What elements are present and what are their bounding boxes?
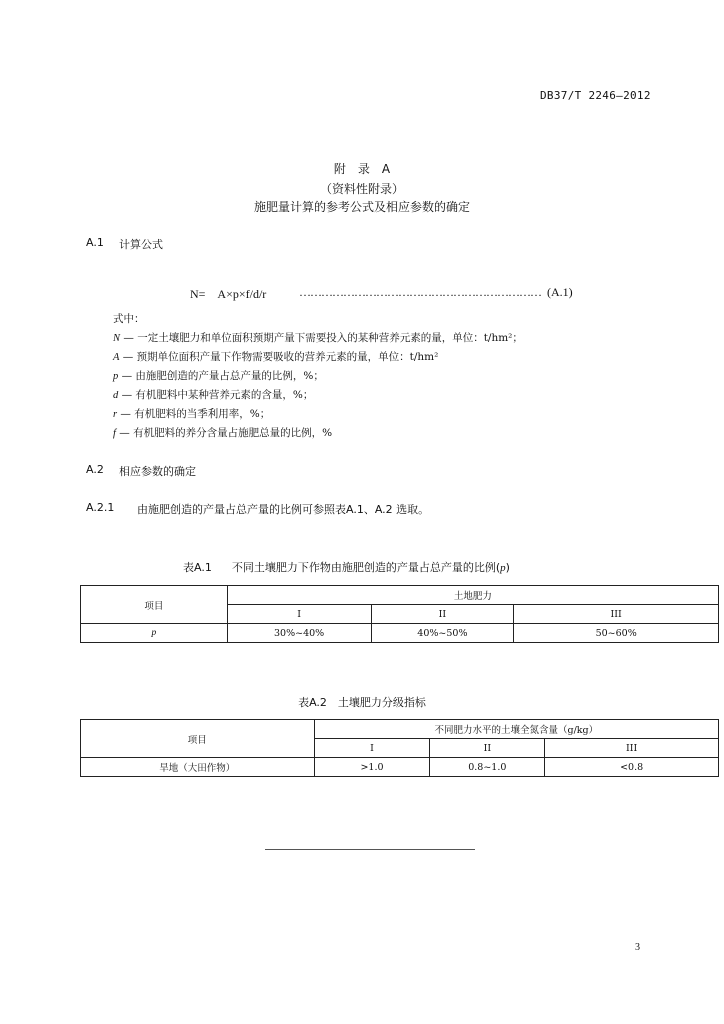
- table1-cell: 40%~50%: [371, 624, 514, 643]
- table1-level: III: [514, 605, 719, 624]
- table1-cell: 50~60%: [514, 624, 719, 643]
- formula-expression: N= A×p×f/d/r: [190, 287, 267, 301]
- table2-level: I: [314, 739, 430, 758]
- variable-description: — 有机肥料中某种营养元素的含量，%；: [118, 389, 314, 401]
- table-a1: [80, 585, 719, 643]
- table1-caption-text: 不同土壤肥力下作物由施肥创造的产量占总产量的比例(: [231, 561, 501, 574]
- end-rule: [265, 849, 475, 850]
- appendix-title: 附 录 A: [333, 162, 391, 176]
- document-code: DB37/T 2246—2012: [540, 89, 651, 102]
- section-a2-number: A.2: [86, 463, 104, 476]
- table2-cell: <0.8: [545, 758, 719, 777]
- table2-row-label: 旱地（大田作物）: [81, 758, 315, 777]
- variable-symbol: r: [113, 409, 118, 420]
- table1-caption-symbol: p: [500, 562, 506, 574]
- section-a2-heading: 相应参数的确定: [119, 465, 196, 478]
- table-row: [81, 758, 719, 777]
- variable-definition-n: [113, 330, 523, 345]
- variable-symbol: f: [113, 428, 116, 439]
- table1-caption-number: 表A.1: [183, 561, 212, 574]
- table-row: [81, 624, 719, 643]
- table1-row-label: p: [81, 624, 228, 643]
- variable-definition-f: [113, 425, 332, 440]
- section-a21-text: 由施肥创造的产量占总产量的比例可参照表A.1、A.2 选取。: [137, 503, 430, 516]
- formula-reference: (A.1): [547, 285, 573, 299]
- variable-definition-a: [113, 349, 438, 364]
- table1-header-group: 土地肥力: [227, 586, 718, 605]
- table2-cell: 0.8~1.0: [430, 758, 545, 777]
- table1-level: I: [227, 605, 371, 624]
- section-a1-heading: 计算公式: [119, 238, 163, 251]
- variable-description: — 有机肥料的当季利用率，%；: [117, 408, 271, 420]
- table2-caption: 表A.2 土壤肥力分级指标: [298, 696, 426, 709]
- table-a2: [80, 719, 719, 777]
- variable-symbol: d: [113, 390, 119, 401]
- variable-symbol: p: [113, 371, 119, 382]
- table1-caption: [183, 559, 510, 575]
- variable-description: — 预期单位面积产量下作物需要吸收的营养元素的量，单位：t/hm²: [119, 351, 439, 363]
- where-label: 式中：: [113, 313, 145, 325]
- table1-caption-end: ): [505, 561, 510, 574]
- variable-definition-d: [113, 387, 313, 402]
- table1-header-item: 项目: [81, 586, 228, 624]
- section-a21-number: A.2.1: [86, 501, 115, 514]
- variable-definition-p: [113, 368, 324, 383]
- variable-symbol: A: [113, 352, 120, 363]
- variable-definition-r: [113, 406, 270, 421]
- appendix-subject: 施肥量计算的参考公式及相应参数的确定: [253, 200, 470, 214]
- table2-level: III: [545, 739, 719, 758]
- table2-header-item: 项目: [81, 720, 315, 758]
- table1-cell: 30%~40%: [227, 624, 371, 643]
- appendix-nature: （资料性附录）: [319, 182, 404, 196]
- formula-leader-dots: …………………………………………………………: [299, 285, 541, 299]
- variable-description: — 一定土壤肥力和单位面积预期产量下需要投入的某种营养元素的量，单位：t/hm²；: [120, 332, 523, 344]
- section-a1-number: A.1: [86, 236, 104, 249]
- table2-cell: >1.0: [314, 758, 430, 777]
- table1-level: II: [371, 605, 514, 624]
- variable-description: — 有机肥料的养分含量占施肥总量的比例，%: [115, 427, 333, 439]
- variable-symbol: N: [113, 333, 121, 344]
- table2-level: II: [430, 739, 545, 758]
- variable-description: — 由施肥创造的产量占总产量的比例，%；: [118, 370, 324, 382]
- page-number: 3: [635, 942, 640, 953]
- table2-header-group: 不同肥力水平的土壤全氮含量（g/kg）: [314, 720, 718, 739]
